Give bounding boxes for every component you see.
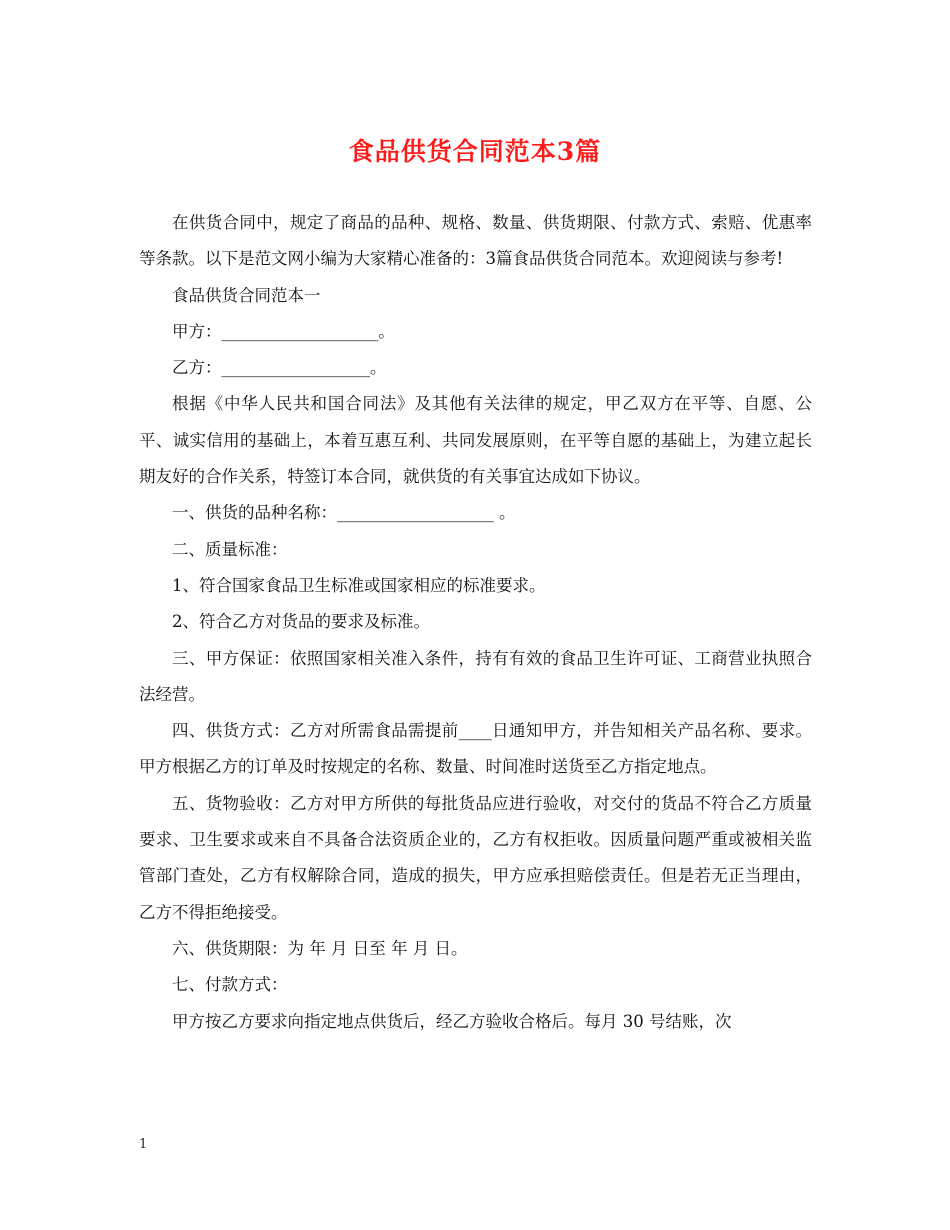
party-a-line: 甲方：___________________。 — [172, 321, 395, 341]
quality-item-1: 1、符合国家食品卫生标准或国家相应的标准要求。 — [172, 575, 546, 595]
clause-supply-method: 四、供货方式：乙方对所需食品需提前____日通知甲方，并告知相关产品名称、要求。甲方根据乙方的订单及时按规定的名称、数量、时间准时送货至乙方指定地点。 — [139, 721, 812, 777]
document-body — [139, 205, 812, 1040]
page-number: 1 — [139, 1137, 148, 1152]
payment-paragraph: 甲方按乙方要求向指定地点供货后，经乙方验收合格后。每月 30 号结账，次 — [172, 1011, 732, 1031]
party-b-line: 乙方：__________________。 — [172, 358, 387, 378]
clause-acceptance: 五、货物验收：乙方对甲方所供的每批货品应进行验收，对交付的货品不符合乙方质量要求、卫生要求或来自不具备合法资质企业的，乙方有权拒收。因质量问题严重或被相关监管部门查处，乙方有权解除合同，造成的损失，甲方应承担赔偿责任。但是若无正当理由，乙方不得拒绝接受。 — [139, 793, 812, 922]
quality-item-2: 2、符合乙方对货品的要求及标准。 — [172, 612, 430, 632]
clause-supply-period: 六、供货期限：为 年 月 日至 年 月 日。 — [172, 938, 468, 958]
document-title: 食品供货合同范本3篇 — [348, 137, 602, 166]
legal-basis-paragraph: 根据《中华人民共和国合同法》及其他有关法律的规定，甲乙双方在平等、自愿、公平、诚实信用的基础上，本着互惠互利、共同发展原则，在平等自愿的基础上，为建立起长期友好的合作关系，特签订本合同，就供货的有关事宜达成如下协议。 — [139, 394, 812, 487]
clause-product-name: 一、供货的品种名称：___________________ 。 — [172, 503, 516, 523]
clause-quality-heading: 二、质量标准： — [172, 539, 288, 559]
contract-one-heading: 食品供货合同范本一 — [172, 285, 321, 305]
intro-paragraph: 在供货合同中，规定了商品的品种、规格、数量、供货期限、付款方式、索赔、优惠率等条款。以下是范文网小编为大家精心准备的：3篇食品供货合同范本。欢迎阅读与参考! — [139, 213, 812, 269]
clause-party-a-guarantee: 三、甲方保证：依照国家相关准入条件，持有有效的食品卫生许可证、工商营业执照合法经营。 — [139, 648, 812, 704]
clause-payment-heading: 七、付款方式： — [172, 975, 288, 995]
